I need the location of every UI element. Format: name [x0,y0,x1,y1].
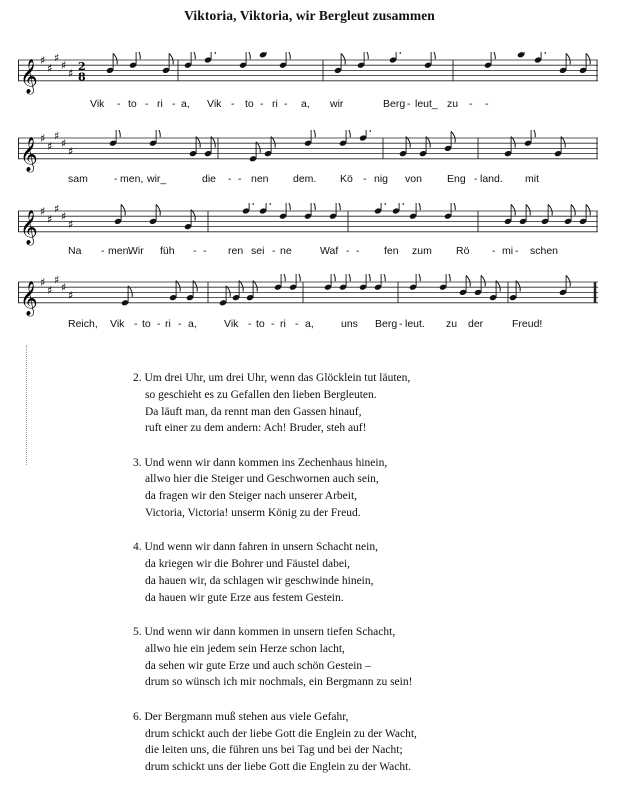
lyric-syllable: ri [280,318,286,330]
lyric-syllable: zu [447,98,459,110]
note-flag [566,275,570,286]
verse-line: Da läuft man, da rennt man den Gassen hinauf, [145,405,362,418]
sharp-icon: ♯ [61,137,67,151]
lyric-syllable: ne [280,245,292,257]
lyric-syllable: die [202,173,217,185]
sharp-icon: ♯ [54,52,60,65]
lyric-syllable: mi [502,245,514,257]
note-flag [548,204,552,215]
note-flag [381,274,385,281]
verses-block [133,370,593,793]
note-flag [311,203,315,210]
treble-clef-icon: 𝄞 [20,136,38,172]
lyric-syllable: ri [157,98,163,110]
lyric-syllable: - [101,245,105,257]
lyric-syllable: fen [384,245,399,257]
lyric-syllable: Freud! [512,318,543,330]
note-flag [451,203,455,210]
lyric-syllable: - [178,318,182,330]
verse-line: drum schickt uns der liebe Gott die Englein zu der Wacht. [145,761,412,774]
margin-dotted-line [26,345,29,465]
note-flag [491,52,495,59]
lyric-syllable: - [203,245,207,257]
verse-5 [133,624,593,691]
note-flag [281,274,285,281]
verse-line: da sehen wir gute Erze und auch schön Gestein – [145,659,371,672]
sharp-icon: ♯ [47,61,53,75]
note-flag [586,204,590,215]
note-flag [399,203,403,205]
lyric-syllable: nen [251,173,269,185]
lyric-syllable: mit [525,173,539,185]
note-flag [211,52,215,54]
note-flag [346,130,350,137]
lyric-syllable: Vik [90,98,105,110]
lyric-syllable: leut. [405,318,425,330]
verse-line: so geschieht es zu Gefallen den lieben Bergleuten. [145,388,377,401]
note-flag [311,130,315,137]
lyric-syllable: füh [160,245,175,257]
lyric-syllable: - [474,173,478,185]
lyric-syllable: Berg [383,98,406,110]
lyric-syllable: - [272,245,276,257]
verse-line: 5. Und wenn wir dann kommen in unsern tiefen Schacht, [133,626,396,639]
sharp-icon: ♯ [61,59,67,73]
note-flag [446,274,450,281]
sharp-icon: ♯ [68,218,74,231]
lyric-syllable: zum [412,245,432,257]
verse-line: da fragen wir den Steiger nach unserer Arbeit, [145,490,358,503]
lyric-syllable: Eng [447,173,466,185]
lyric-syllable: men. [108,245,132,257]
lyric-syllable: - [172,98,176,110]
treble-clef-icon: 𝄞 [20,209,38,245]
song-title: Viktoria, Viktoria, wir Bergleut zusammen [184,8,435,23]
lyric-syllable: zu [446,318,458,330]
lyric-syllable: Waf [320,245,339,257]
lyric-syllable: dem. [293,173,317,185]
lyric-syllable: - [356,245,360,257]
verse-line: da hauen wir, da schlagen wir geschwinde hinein, [145,574,374,587]
lyric-syllable: - [346,245,350,257]
lyric-syllable: Vik [224,318,239,330]
sharp-icon: ♯ [40,276,46,289]
verse-line: drum so wünsch ich mir nochmals, ein Bergmann zu sein! [145,676,413,689]
note-flag [249,203,253,205]
lyric-syllable: - [271,318,275,330]
lyric-syllable: to [142,318,151,330]
note-flag [336,203,340,210]
note-flag [156,130,160,137]
lyric-syllable: to [256,318,265,330]
verse-line: 2. Um drei Uhr, um drei Uhr, wenn das Glöcklein tut läuten, [133,372,411,384]
lyric-syllable: Vik [207,98,222,110]
note-flag [191,52,195,59]
lyric-syllable: - [492,245,496,257]
note-flag [366,130,370,132]
sharp-icon: ♯ [47,212,53,226]
note-flag [416,203,420,210]
lyric-syllable: a, [188,318,197,330]
lyric-syllable: ren [228,245,244,257]
note-flag [346,274,350,281]
verse-line: ruft einer zu dem andern: Ach! Bruder, steh auf! [145,422,367,435]
lyric-syllable: uns [341,318,358,330]
sharp-icon: ♯ [68,145,74,158]
verse-line: drum schickt auch der liebe Gott die Englein zu der Wacht, [145,727,417,740]
note-flag [156,204,160,215]
note-flag [431,52,435,59]
lyric-syllable: wir [330,98,344,110]
note-flag [481,275,485,286]
sharp-icon: ♯ [40,205,46,218]
verse-line: allwo hier die Steiger und Geschwornen auch sein, [145,473,379,486]
note-flag [586,53,590,64]
sharp-icon: ♯ [40,132,46,145]
note-flag [286,203,290,210]
sharp-icon: ♯ [40,54,46,67]
lyric-syllable: - [228,173,232,185]
lyric-syllable: to [128,98,137,110]
time-signature-denominator: 8 [78,70,86,84]
verse-line: 4. Und wenn wir dann fahren in unsern Schacht nein, [133,541,378,554]
lyric-syllable: Vik [110,318,125,330]
note-flag [526,204,530,215]
note-flag [341,53,345,64]
sharp-icon: ♯ [61,210,67,224]
lyric-syllable: - [157,318,161,330]
verse-line: die leiten uns, die führen uns bei Tag und bei der Nacht; [145,744,403,757]
sharp-icon: ♯ [61,281,67,295]
note-flag [266,203,270,205]
lyric-syllable: wir_ [147,173,167,185]
note-flag [136,52,140,59]
verse-line: Victoria, Victoria! unserm König zu der Freud. [145,507,361,520]
lyric-syllable: - [248,318,252,330]
verse-line: da kriegen wir die Bohrer und Fäustel dabei, [145,558,351,571]
lyric-syllable: Na [68,245,82,257]
sharp-icon: ♯ [47,283,53,297]
lyric-syllable: leut_ [415,98,438,110]
note-flag [331,274,335,281]
verse-2 [133,370,593,437]
lyric-syllable: Rö [456,245,470,257]
lyric-syllable: sam [68,173,88,185]
verse-line: da hauen wir gute Erze aus festem Gestein. [145,591,344,604]
lyric-syllable: - [231,98,235,110]
sharp-icon: ♯ [54,130,60,143]
sharp-icon: ♯ [54,203,60,216]
lyric-syllable: - [114,173,118,185]
lyric-syllable: a, [305,318,314,330]
lyric-syllable: - [399,318,403,330]
lyric-syllable: Kö [340,173,353,185]
lyric-syllable: Berg [375,318,398,330]
lyric-syllable: to [245,98,254,110]
time-signature-numerator: 2 [78,59,86,73]
note-flag [566,53,570,64]
lyric-syllable: - [238,173,242,185]
note-flag [466,275,470,286]
note-flag [571,204,575,215]
verse-3 [133,455,593,522]
lyric-syllable: - [145,98,149,110]
note-flag [396,52,400,54]
note-flag [121,204,125,215]
lyric-syllable: men, [120,173,144,185]
lyric-syllable: - [407,98,411,110]
lyric-syllable: von [405,173,422,185]
note-flag [286,52,290,59]
note-flag [169,53,173,64]
lyric-syllable: - [295,318,299,330]
note-flag [451,131,455,142]
lyric-syllable: - [134,318,138,330]
lyric-syllable: ri [165,318,171,330]
note-flag [116,130,120,137]
lyric-syllable: land. [480,173,503,185]
note-flag [531,130,535,137]
lyric-syllable: Reich, [68,318,98,330]
lyric-syllable: nig [374,173,389,185]
lyric-syllable: schen [530,245,559,257]
sharp-icon: ♯ [47,139,53,153]
lyric-syllable: - [284,98,288,110]
note-flag [246,52,250,59]
lyric-syllable: Wir [128,245,144,257]
note-flag [511,204,515,215]
note-flag [366,274,370,281]
lyric-syllable: ri [272,98,278,110]
lyric-syllable: - [363,173,367,185]
note-flag [364,52,368,59]
note-flag [381,203,385,205]
verse-line: 3. Und wenn wir dann kommen ins Zechenhaus hinein, [133,456,388,469]
lyric-syllable: - [469,98,473,110]
treble-clef-icon: 𝄞 [20,58,38,94]
note-flag [113,53,117,64]
sharp-icon: ♯ [68,289,74,302]
lyric-syllable: - [117,98,121,110]
verse-4 [133,539,593,606]
lyric-syllable: der [468,318,484,330]
treble-clef-icon: 𝄞 [20,280,38,316]
note-flag [541,52,545,54]
lyric-syllable: - [193,245,197,257]
verse-line: allwo hie ein jedem sein Herze schon lacht, [145,642,345,655]
sharp-icon: ♯ [68,67,74,80]
lyric-syllable: - [485,98,489,110]
verse-6 [133,709,593,776]
lyric-syllable: - [260,98,264,110]
lyric-syllable: a, [301,98,310,110]
note-flag [296,274,300,281]
lyric-syllable: a, [181,98,190,110]
verse-line: 6. Der Bergmann muß stehen aus viele Gefahr, [133,710,349,723]
note-flag [416,274,420,281]
lyric-syllable: - [515,245,519,257]
sharp-icon: ♯ [54,274,60,287]
lyric-syllable: sei [251,245,265,257]
